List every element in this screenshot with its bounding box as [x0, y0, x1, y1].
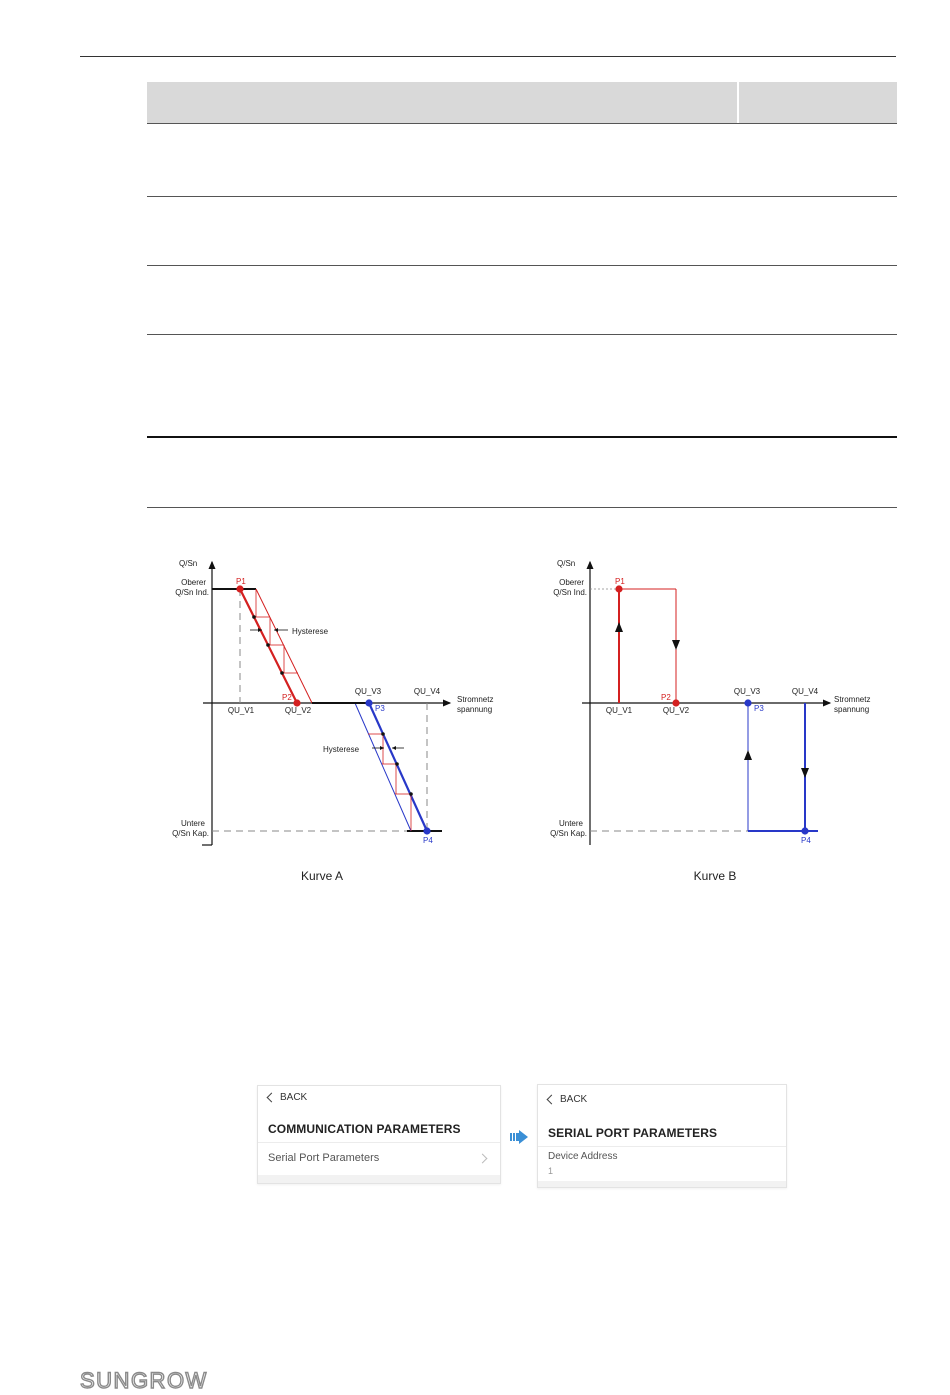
x-axis-label: spannung [457, 705, 493, 714]
tick-label-v4: QU_V4 [791, 687, 819, 696]
qu-curves-figure [0, 540, 950, 890]
tick-label-v3: QU_V3 [354, 687, 382, 696]
x-axis-label: spannung [834, 705, 870, 714]
chevron-left-icon [267, 1093, 277, 1103]
lower-label: Q/Sn Kap. [172, 829, 209, 838]
field-value: 1 [548, 1166, 554, 1176]
tick-label-v4: QU_V4 [413, 687, 441, 696]
y-axis-label: Q/Sn [557, 559, 576, 568]
upper-label: Q/Sn Ind. [175, 588, 209, 597]
point-label-p1: P1 [236, 577, 246, 586]
point-p4 [801, 827, 808, 834]
point-label-p3: P3 [754, 704, 764, 713]
point-label-p1: P1 [615, 577, 625, 586]
table-header [147, 82, 897, 124]
upper-label: Oberer [181, 578, 206, 587]
back-button[interactable] [548, 1094, 587, 1105]
table-row-line [147, 436, 897, 438]
direction-arrow-down [801, 768, 809, 778]
point-p1 [236, 585, 243, 592]
back-label: BACK [560, 1094, 588, 1105]
tick-label-v3: QU_V3 [733, 687, 761, 696]
direction-arrow-up [615, 622, 623, 632]
tick-label-v1: QU_V1 [605, 706, 633, 715]
lower-label: Untere [180, 819, 205, 828]
sungrow-logo [80, 1368, 240, 1392]
point-p3 [744, 699, 751, 706]
table-row-line [147, 507, 897, 508]
y-axis-label: Q/Sn [179, 559, 198, 568]
upper-label: Q/Sn Ind. [553, 588, 587, 597]
table-row-line [147, 123, 897, 124]
point-label-p3: P3 [375, 704, 385, 713]
footer-band [538, 1181, 786, 1187]
chart-curve-b [550, 559, 870, 883]
chevron-right-icon [478, 1154, 488, 1164]
point-p3 [365, 699, 372, 706]
header-rule [80, 56, 896, 57]
direction-arrow-up [744, 750, 752, 760]
screen-serial-port-parameters [537, 1084, 787, 1188]
screen-communication-parameters [257, 1085, 501, 1184]
lower-label: Untere [558, 819, 583, 828]
menu-item-serial-port-parameters[interactable] [258, 1143, 500, 1173]
direction-arrow-down [672, 640, 680, 650]
page-title: SERIAL PORT PARAMETERS [548, 1126, 718, 1140]
field-label: Device Address [548, 1151, 618, 1162]
x-axis-label: Stromnetz [834, 695, 871, 704]
table-row-line [147, 334, 897, 335]
chart-caption: Kurve A [300, 869, 344, 883]
footer-band [258, 1175, 500, 1183]
point-p4 [423, 827, 430, 834]
point-label-p4: P4 [423, 836, 433, 845]
hysteresis-label: Hysterese [323, 745, 360, 754]
tick-label-v1: QU_V1 [227, 706, 255, 715]
brand-wordmark: SUNGROW [80, 1368, 208, 1392]
device-address-field[interactable] [538, 1147, 786, 1179]
x-axis-label: Stromnetz [457, 695, 494, 704]
blue-curve-main [369, 703, 427, 831]
back-button[interactable] [268, 1092, 307, 1103]
upper-label: Oberer [559, 578, 584, 587]
lower-label: Q/Sn Kap. [550, 829, 587, 838]
blue-curve-shifted [355, 703, 411, 831]
tick-label-v2: QU_V2 [284, 706, 312, 715]
chart-caption: Kurve B [693, 869, 737, 883]
point-label-p2: P2 [661, 693, 671, 702]
table-row-line [147, 196, 897, 197]
point-label-p2: P2 [282, 693, 292, 702]
point-p1 [615, 585, 622, 592]
table-row-line [147, 265, 897, 266]
chevron-left-icon [547, 1095, 557, 1105]
table-column-divider [737, 82, 739, 124]
hysteresis-label: Hysterese [292, 627, 329, 636]
chart-curve-a [172, 559, 493, 883]
page-title: COMMUNICATION PARAMETERS [268, 1122, 461, 1136]
menu-item-label: Serial Port Parameters [268, 1152, 380, 1164]
tick-label-v2: QU_V2 [662, 706, 690, 715]
arrow-right-icon [509, 1129, 529, 1145]
back-label: BACK [280, 1092, 308, 1103]
point-label-p4: P4 [801, 836, 811, 845]
